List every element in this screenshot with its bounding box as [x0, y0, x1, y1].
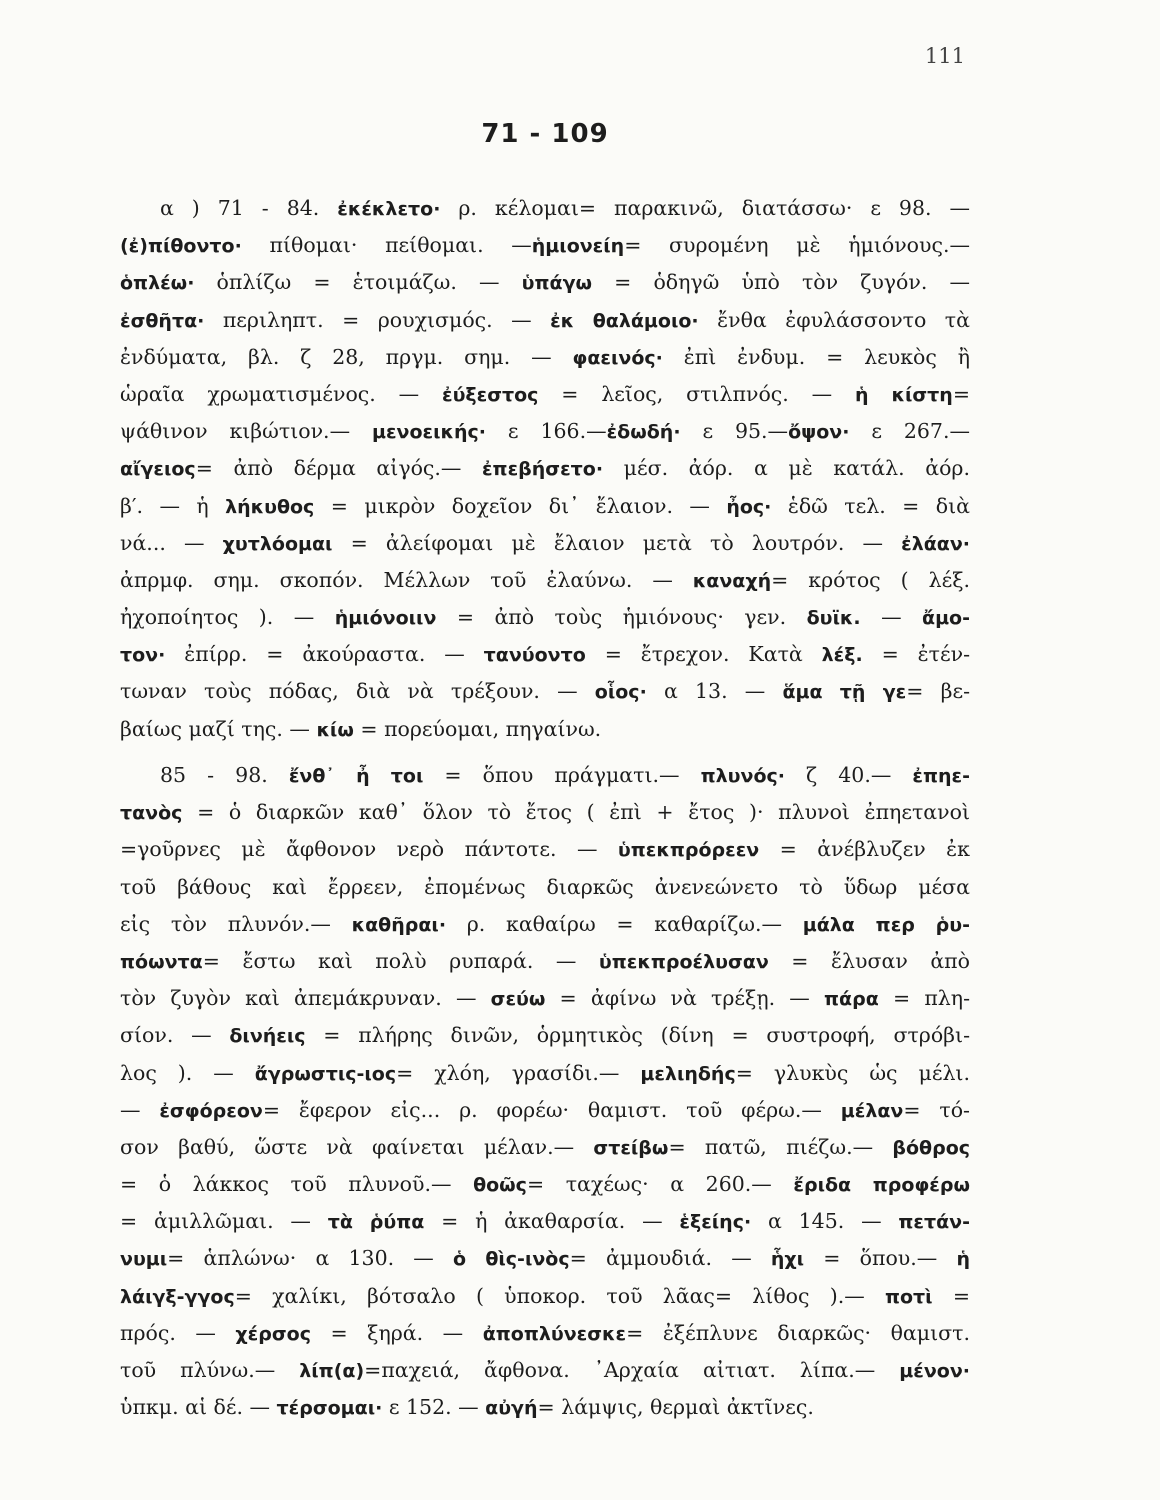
headword: μενοεικής· — [371, 421, 487, 444]
section-heading: 71 - 109 — [481, 119, 609, 149]
text-line — [120, 831, 970, 868]
gloss-text: = ἔτρεχον. Κατὰ — [585, 642, 822, 667]
headword: ἔριδα προφέρω — [793, 1174, 970, 1197]
text-line — [120, 227, 970, 264]
gloss-text: — — [120, 1097, 160, 1122]
gloss-text: 85 - 98. — [160, 763, 289, 787]
headword: ὑπεκπρόρεεν — [617, 839, 760, 862]
gloss-text: = ὁ λάκκος τοῦ πλυνοῦ.— — [120, 1172, 474, 1197]
gloss-text: ἠχοποίητος ). — — [120, 605, 335, 630]
gloss-text: = βε- — [906, 679, 970, 704]
headword: ἐδωδή· — [606, 421, 681, 444]
gloss-text: ὑπκμ. αἱ δέ. — — [120, 1395, 277, 1420]
headword: ἅμα τῇ γε — [782, 681, 907, 704]
gloss-text: ἐπίρρ. = ἀκούραστα. — — [165, 642, 484, 667]
gloss-text: τοῦ βάθους καὶ ἔρρεεν, ἐπομένως διαρκῶς ἀνενεώνετο τὸ ὕδωρ μέσα — [120, 874, 970, 899]
text-line — [120, 1278, 970, 1315]
gloss-text: = ὁ διαρκῶν καθ᾽ ὅλον τὸ ἔτος ( ἐπὶ + ἔτος )· πλυνοὶ ἐπηετανοὶ — [182, 800, 970, 825]
gloss-text: ε 95.— — [680, 419, 789, 444]
headword: πλυνός· — [700, 765, 785, 787]
gloss-text: ε 166.— — [486, 419, 607, 444]
gloss-text: σίον. — — [120, 1023, 230, 1048]
gloss-text: = ἀμμουδιά. — — [569, 1246, 771, 1271]
text-line — [120, 794, 970, 831]
text-line — [120, 488, 970, 525]
headword: τέρσομαι· — [276, 1397, 383, 1420]
headword: ἐλάαν· — [901, 532, 971, 555]
gloss-text: = μικρὸν δοχεῖον δι᾽ ἔλαιον. — — [314, 493, 727, 518]
text-line — [120, 906, 970, 943]
headword: ἡ — [956, 1248, 970, 1271]
text-line — [120, 190, 970, 227]
text-line — [120, 869, 970, 906]
text-line — [120, 1092, 970, 1129]
gloss-text: = ἡ ἀκαθαρσία. — — [424, 1209, 680, 1234]
text-line — [120, 1129, 970, 1166]
headword: ὄψον· — [788, 421, 850, 444]
gloss-text: = πλήρης δινῶν, ὁρμητικὸς (δίνη = συστροφή, στρόβι- — [305, 1023, 970, 1048]
headword: ἐπεβήσετο· — [481, 458, 604, 481]
text-line — [120, 525, 970, 562]
headword: αὐγή — [485, 1397, 538, 1420]
headword: καναχή — [692, 569, 772, 592]
headword: τανὸς — [120, 802, 183, 825]
gloss-text: ζ 40.— — [784, 763, 913, 787]
gloss-text: τοῦ πλύνω.— — [120, 1358, 300, 1382]
gloss-text: = πατῶ, πιέζω.— — [668, 1134, 893, 1159]
text-line — [120, 339, 970, 376]
headword: νυμι — [120, 1248, 168, 1271]
headword: μελιηδής — [640, 1062, 736, 1085]
gloss-text: = ἀφίνω νὰ τρέξῃ. — — [545, 986, 825, 1011]
gloss-text: = ἀνέβλυζεν ἐκ — [759, 837, 970, 862]
gloss-text: = λάμψις, θερμαὶ ἀκτῖνες. — [537, 1395, 814, 1420]
headword: ὁπλέω· — [120, 272, 195, 295]
text-line — [120, 1166, 970, 1203]
text-line — [120, 943, 970, 980]
headword: λάιγξ-γγος — [120, 1285, 235, 1308]
headword: αἴγειος — [120, 458, 196, 481]
gloss-text: πρός. — — [120, 1320, 236, 1345]
headword: τον· — [120, 644, 166, 667]
gloss-text: εἰς τὸν πλυνόν.— — [120, 911, 352, 936]
gloss-text: = χλόη, γρασίδι.— — [396, 1060, 641, 1085]
gloss-text: = ξηρά. — — [310, 1320, 483, 1345]
page-number: 111 — [924, 44, 965, 68]
text-line — [120, 757, 970, 794]
gloss-text: ἔνθα ἐφυλάσσοντο τὰ — [698, 307, 970, 332]
gloss-text: =παχειά, ἄφθονα. ᾿Αρχαία αἰτιατ. λίπα.— — [364, 1358, 900, 1382]
gloss-text: = ἔλυσαν ἀπὸ — [768, 948, 970, 973]
headword: ποτὶ — [884, 1285, 933, 1308]
headword: δινήεις — [229, 1025, 306, 1048]
headword: πάρα — [824, 988, 879, 1011]
gloss-text: = λεῖος, στιλπνός. — — [538, 381, 855, 406]
headword: ἐκέκλετο· — [337, 198, 441, 220]
gloss-text: = ἀπὸ τοὺς ἡμιόνους· γεν. — [436, 605, 807, 630]
gloss-text: = ἐξέπλυνε διαρκῶς· θαμιστ. — [626, 1320, 970, 1345]
gloss-text: μέσ. ἀόρ. α μὲ κατάλ. ἀόρ. — [603, 456, 970, 481]
headword: θοῶς — [473, 1174, 527, 1197]
text-line — [120, 562, 970, 599]
gloss-text: πίθομαι· πείθομαι. — — [241, 233, 532, 258]
gloss-text: = πλη- — [878, 986, 970, 1011]
headword: μάλα περ ῥυ- — [802, 913, 970, 936]
gloss-text: = ὁδηγῶ ὑπὸ τὸν ζυγόν. — — [592, 270, 970, 295]
headword: ἐσφόρεον — [159, 1099, 263, 1122]
gloss-text: α 145. — — [751, 1209, 899, 1234]
text-line — [120, 1389, 970, 1426]
headword: κίω — [316, 718, 354, 741]
gloss-text: = ἔφερον εἰς... ρ. φορέω· θαμιστ. τοῦ φέρω.— — [262, 1097, 841, 1122]
text-line — [120, 673, 970, 710]
gloss-text: = ἔστω καὶ πολὺ ρυπαρά. — — [202, 948, 599, 973]
text-line — [120, 264, 970, 301]
gloss-text: = συρομένη μὲ ἡμιόνους.— — [624, 233, 970, 258]
headword: ἐσθῆτα· — [120, 309, 205, 332]
headword: ἑξείης· — [679, 1211, 752, 1234]
text-line — [120, 1352, 970, 1389]
gloss-text: = κρότος ( λέξ. — [771, 567, 971, 592]
headword: ἄμο- — [922, 607, 970, 630]
gloss-text: α 13. — — [646, 679, 783, 704]
text-line — [120, 1315, 970, 1352]
text-line — [120, 711, 970, 748]
headword: ἔνθ᾽ ἦ τοι — [288, 765, 424, 787]
headword: ἦος· — [726, 495, 772, 518]
text-line — [120, 599, 970, 636]
text-line — [120, 980, 970, 1017]
gloss-text: νά... — — [120, 530, 223, 555]
gloss-text: β′. — ἡ — [120, 493, 226, 518]
headword: μέλαν — [840, 1099, 904, 1122]
headword: χέρσος — [235, 1322, 311, 1345]
headword: μένον· — [899, 1360, 970, 1382]
gloss-text: ὡραῖα χρωματισμένος. — — [120, 381, 442, 406]
paragraph-85-98 — [120, 757, 970, 1426]
gloss-text: — — [860, 605, 923, 630]
headword: πόωντα — [120, 950, 203, 973]
headword: τανύοντο — [483, 644, 586, 667]
gloss-text: = χαλίκι, βότσαλο ( ὑποκορ. τοῦ λᾶας= λίθος ).— — [234, 1283, 885, 1308]
headword: (ἐ)πίθοντο· — [120, 235, 242, 258]
gloss-text: περιληπτ. = ρουχισμός. — — [204, 307, 551, 332]
gloss-text: = γλυκὺς ὡς μέλι. — [735, 1060, 970, 1085]
headword: ἡμιονείη — [531, 235, 625, 258]
text-line — [120, 1055, 970, 1092]
headword: λήκυθος — [225, 495, 315, 518]
gloss-text: ὁπλίζω = ἑτοιμάζω. — — [194, 270, 522, 295]
gloss-text: ε 152. — — [382, 1395, 486, 1420]
headword: σεύω — [490, 988, 546, 1011]
gloss-text: σον βαθύ, ὥστε νὰ φαίνεται μέλαν.— — [120, 1134, 594, 1159]
gloss-text: ψάθινον κιβώτιον.— — [120, 419, 372, 444]
text-line — [120, 1017, 970, 1054]
text-line — [120, 450, 970, 487]
gloss-text: = ἁπλώνω· α 130. — — [167, 1246, 453, 1271]
gloss-text: βαίως μαζί της. — — [120, 716, 317, 741]
headword: καθῆραι· — [351, 913, 447, 936]
gloss-text: ε 267.— — [849, 419, 970, 444]
headword: δυϊκ. — [806, 607, 861, 630]
gloss-text: = ὅπου.— — [804, 1246, 957, 1271]
headword: ἐκ θαλάμοιο· — [550, 309, 699, 332]
gloss-text: = τό- — [903, 1097, 970, 1122]
gloss-text: = — [932, 1283, 970, 1308]
gloss-text: =γοῦρνες μὲ ἄφθονον νερὸ πάντοτε. — — [120, 837, 618, 862]
gloss-text: ρ. καθαίρω = καθαρίζω.— — [446, 911, 803, 936]
headword: ἐύξεστος — [442, 383, 539, 406]
gloss-text: = ταχέως· α 260.— — [526, 1172, 794, 1197]
headword: ὑπάγω — [521, 272, 593, 295]
headword: ἡμιόνοιιν — [334, 607, 437, 630]
headword: ὁ θὶς-ινὸς — [453, 1248, 570, 1271]
headword: χυτλόομαι — [222, 532, 333, 555]
gloss-text: = ἐτέν- — [862, 642, 970, 667]
headword: ἡ κίστη — [854, 383, 953, 406]
headword: ὑπεκπροέλυσαν — [598, 950, 769, 973]
gloss-text: = ὅπου πράγματι.— — [423, 763, 701, 787]
text-line — [120, 413, 970, 450]
headword: ἧχι — [770, 1248, 805, 1271]
headword: οἷος· — [594, 681, 647, 704]
gloss-text: λος ). — — [120, 1060, 255, 1085]
text-line — [120, 1203, 970, 1240]
gloss-text: τὸν ζυγὸν καὶ ἀπεμάκρυναν. — — [120, 986, 491, 1011]
gloss-text: = ἀλείφομαι μὲ ἔλαιον μετὰ τὸ λουτρόν. — — [332, 530, 902, 555]
gloss-text: α ) 71 - 84. — [160, 196, 338, 220]
text-line — [120, 302, 970, 339]
text-line — [120, 636, 970, 673]
gloss-text: τωναν τοὺς πόδας, διὰ νὰ τρέξουν. — — [120, 679, 595, 704]
gloss-text: = — [952, 381, 970, 406]
gloss-text: ἀπρμφ. σημ. σκοπόν. Μέλλων τοῦ ἐλαύνω. — — [120, 567, 693, 592]
headword: λέξ. — [821, 644, 863, 667]
headword: ἀποπλύνεσκε — [482, 1322, 627, 1345]
headword: ἐπηε- — [912, 765, 971, 787]
headword: στείβω — [593, 1136, 669, 1159]
gloss-text: ἐπὶ ἐνδυμ. = λευκὸς ἢ — [662, 344, 970, 369]
gloss-text: = πορεύομαι, πηγαίνω. — [353, 716, 602, 741]
gloss-text: ἐνδύματα, βλ. ζ 28, πργμ. σημ. — — [120, 344, 573, 369]
paragraph-71-84 — [120, 190, 970, 748]
gloss-text: ρ. κέλομαι= παρακινῶ, διατάσσω· ε 98. — — [440, 196, 970, 220]
gloss-text: = ἁμιλλῶμαι. — — [120, 1209, 328, 1234]
headword: φαεινός· — [572, 346, 663, 369]
headword: τὰ ῥύπα — [327, 1211, 425, 1234]
headword: λίπ(α) — [299, 1360, 365, 1382]
text-line — [120, 376, 970, 413]
text-line — [120, 1240, 970, 1277]
headword: πετάν- — [898, 1211, 970, 1234]
headword: βόθρος — [892, 1136, 971, 1159]
gloss-text: = ἀπὸ δέρμα αἰγός.— — [195, 456, 482, 481]
headword: ἄγρωστις-ιος — [254, 1062, 397, 1085]
gloss-text: ἑδῶ τελ. = διὰ — [771, 493, 971, 518]
